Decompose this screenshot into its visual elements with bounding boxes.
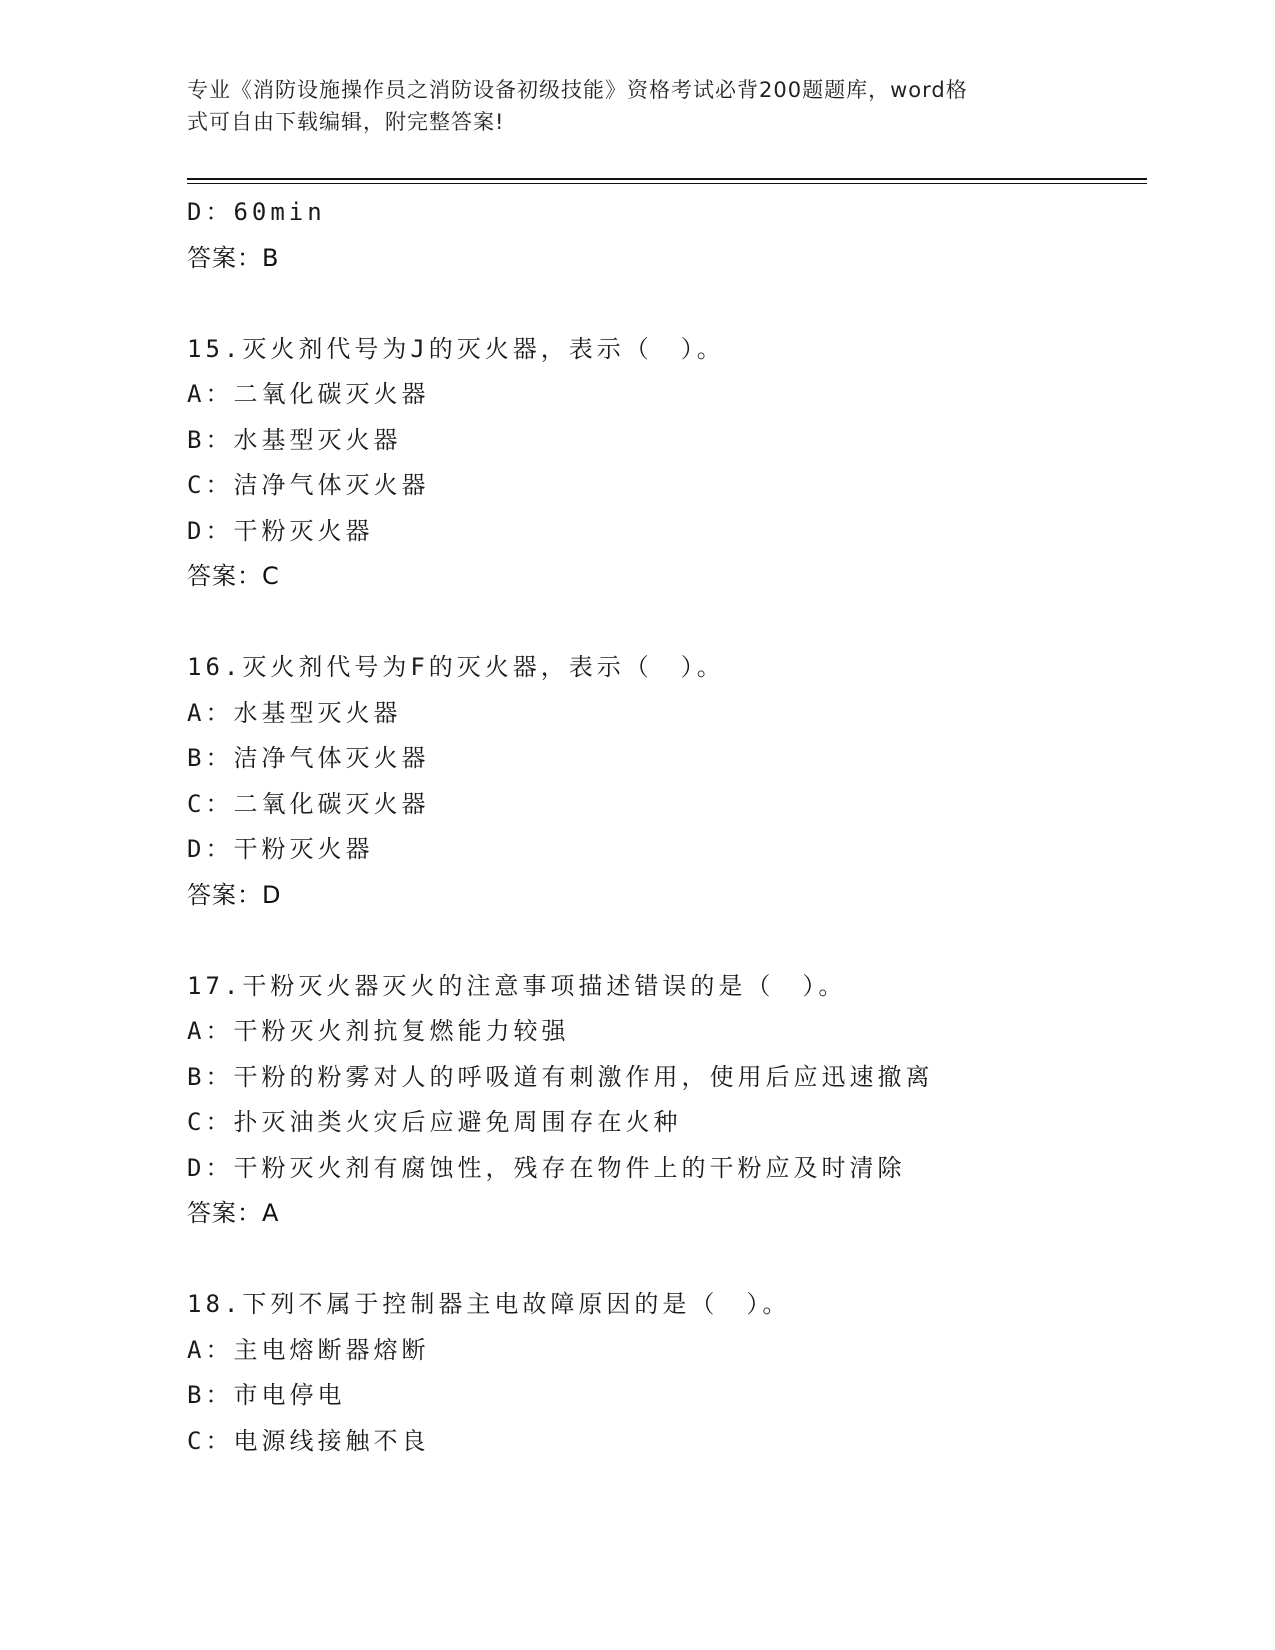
option-b: B：市电停电 [187, 1381, 346, 1409]
option-a: A：干粉灭火剂抗复燃能力较强 [187, 1017, 570, 1045]
page-header [187, 74, 1087, 138]
question-stem: 16.灭火剂代号为F的灭火器，表示（ ）。 [187, 653, 725, 681]
question-16 [187, 645, 1147, 918]
question-18 [187, 1282, 1147, 1464]
question-stem: 18.下列不属于控制器主电故障原因的是（ ）。 [187, 1290, 791, 1318]
question-17 [187, 964, 1147, 1237]
option-a: A：水基型灭火器 [187, 698, 402, 727]
answer: 答案：D [187, 880, 282, 909]
option-d: D：干粉灭火剂有腐蚀性，残存在物件上的干粉应及时清除 [187, 1153, 906, 1182]
question-stem: 17.干粉灭火器灭火的注意事项描述错误的是（ ）。 [187, 971, 847, 1000]
option-a: A：二氧化碳灭火器 [187, 380, 430, 408]
header-divider-thick [187, 178, 1147, 180]
question-stem: 15.灭火剂代号为J的灭火器，表示（ ）。 [187, 334, 725, 363]
answer: 答案：C [187, 562, 280, 590]
header-divider-thin [187, 183, 1147, 184]
option-a: A：主电熔断器熔断 [187, 1335, 430, 1364]
document-body [187, 190, 1147, 1464]
option-c: C：洁净气体灭火器 [187, 471, 430, 499]
spacer [187, 918, 1147, 964]
question-15 [187, 327, 1147, 600]
option-c: C：电源线接触不良 [187, 1426, 430, 1455]
option-b: B：干粉的粉雾对人的呼吸道有刺激作用，使用后应迅速撤离 [187, 1062, 934, 1091]
spacer [187, 281, 1147, 327]
answer: 答案：A [187, 1199, 280, 1227]
header-line-1: 专业《消防设施操作员之消防设备初级技能》资格考试必背200题题库，word格 [187, 78, 968, 102]
option-d: D：60min [187, 198, 326, 226]
option-c: C：二氧化碳灭火器 [187, 789, 430, 818]
option-d: D：干粉灭火器 [187, 835, 374, 863]
header-line-2: 式可自由下载编辑，附完整答案! [187, 110, 505, 134]
option-b: B：洁净气体灭火器 [187, 744, 430, 772]
option-b: B：水基型灭火器 [187, 425, 402, 454]
spacer [187, 600, 1147, 646]
option-d: D：干粉灭火器 [187, 516, 374, 545]
answer: 答案：B [187, 243, 280, 272]
option-c: C：扑灭油类火灾后应避免周围存在火种 [187, 1108, 682, 1136]
spacer [187, 1237, 1147, 1283]
